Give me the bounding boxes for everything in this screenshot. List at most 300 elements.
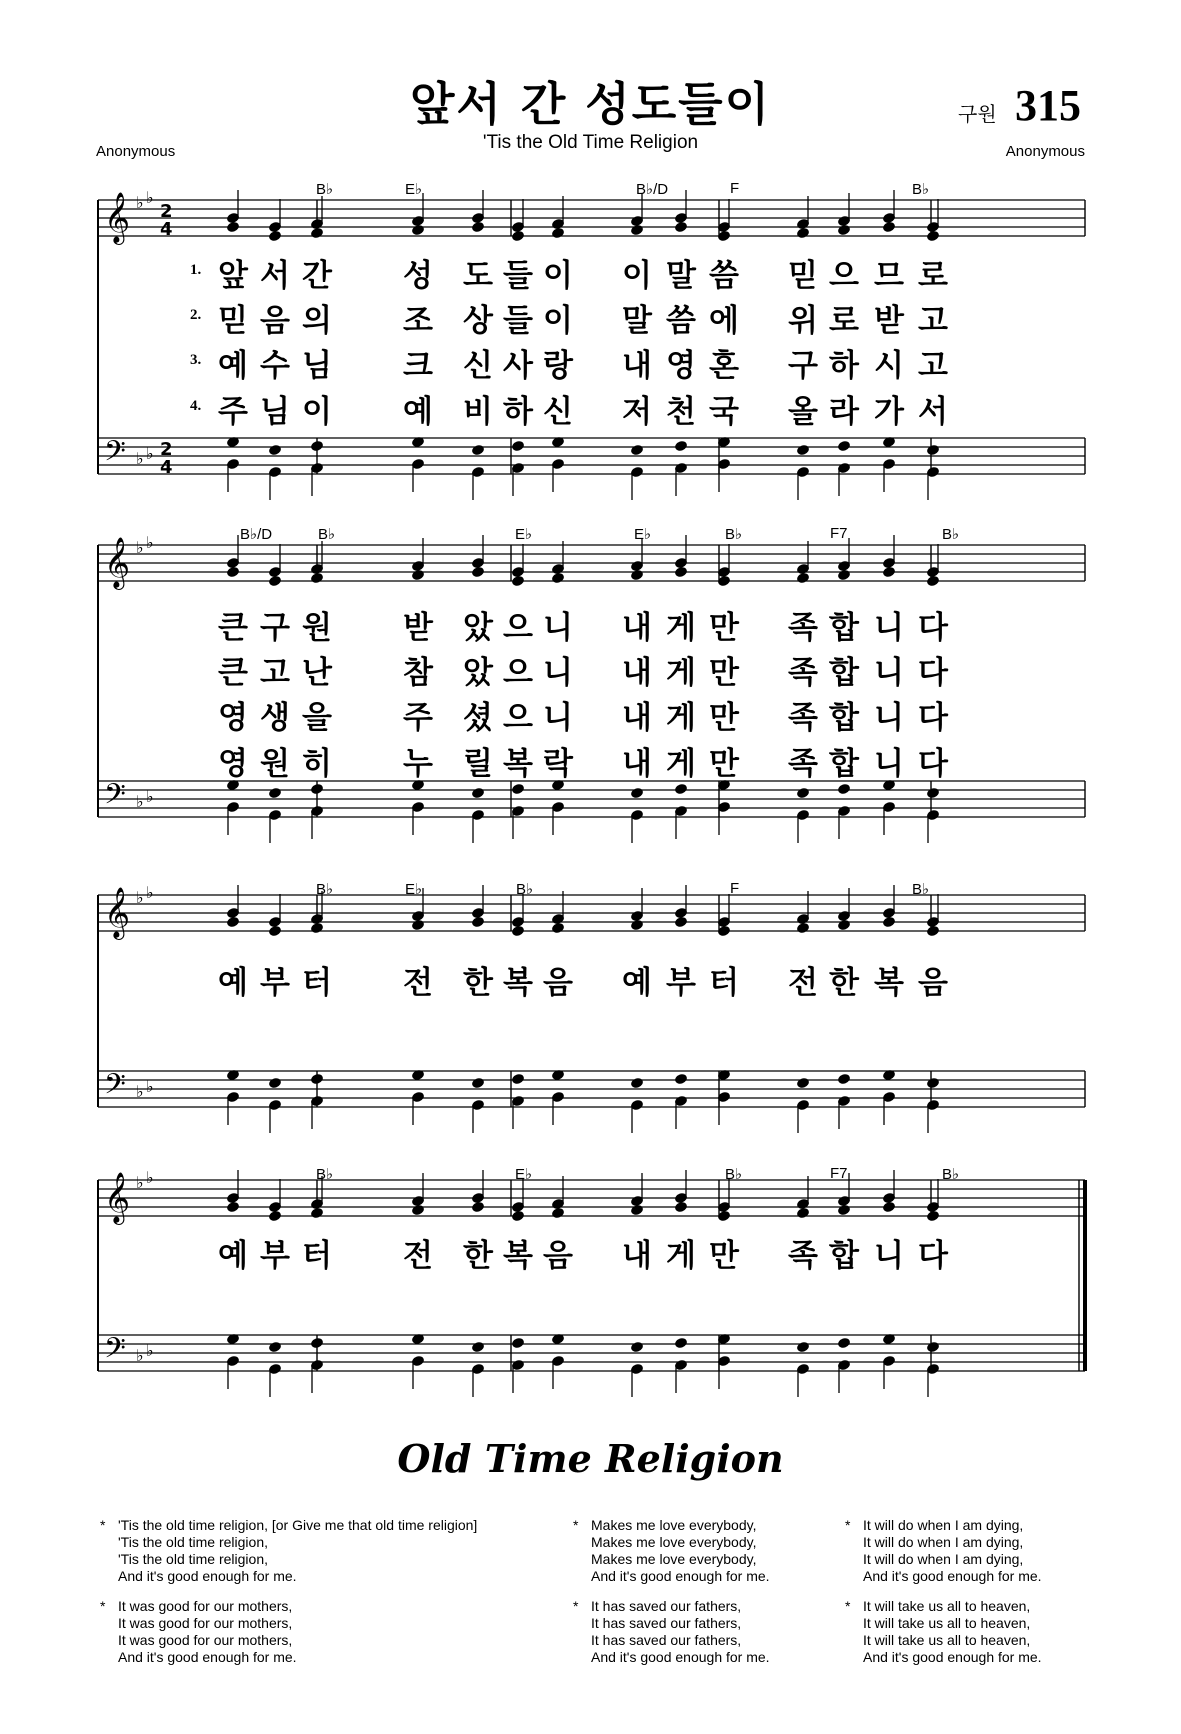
lyric-syllable: 내: [622, 700, 652, 736]
treble-clef-icon: 𝄞: [104, 887, 131, 938]
lyric-syllable: 큰: [218, 610, 248, 646]
stanza-line: Makes me love everybody,: [591, 1551, 757, 1567]
key-flat-icon: ♭: [146, 188, 154, 207]
stanza-line: And it's good enough for me.: [591, 1649, 770, 1665]
lyric-line: [0, 957, 1181, 1001]
treble-notehead: [310, 922, 324, 935]
lyric-syllable: 게: [666, 610, 696, 646]
lyric-syllable: 니: [874, 610, 904, 646]
stanza-line: And it's good enough for me.: [118, 1568, 297, 1584]
stanza-asterisk: *: [573, 1598, 579, 1614]
lyric-syllable: 음: [543, 965, 573, 1001]
bass-notehead: [268, 787, 282, 800]
lyric-syllable: 게: [666, 1238, 696, 1274]
lyric-syllable: 았: [463, 655, 493, 691]
key-flat-icon: ♭: [136, 1082, 144, 1101]
bass-notehead: [471, 787, 485, 800]
lyric-syllable: 천: [666, 394, 696, 430]
lyric-syllable: 으: [503, 655, 533, 691]
treble-clef-icon: 𝄞: [104, 537, 131, 588]
lyric-syllable: 부: [666, 965, 696, 1001]
stanza-line: It has saved our fathers,: [591, 1598, 742, 1614]
lyric-syllable: 게: [666, 655, 696, 691]
stanza-line: And it's good enough for me.: [863, 1649, 1042, 1665]
stanza-line: 'Tis the old time religion, [or Give me that old time religion]: [118, 1517, 478, 1533]
chord-symbol: B♭: [318, 526, 336, 543]
treble-notehead: [551, 227, 565, 240]
treble-notehead: [551, 1207, 565, 1220]
lyric-syllable: 수: [260, 348, 290, 384]
bass-notehead: [926, 1341, 940, 1354]
bass-notehead: [511, 1337, 525, 1350]
lyric-syllable: 예: [403, 394, 433, 430]
lyric-syllable: 음: [918, 965, 948, 1001]
lyric-syllable: 다: [918, 655, 948, 691]
lyric-syllable: 주: [218, 394, 248, 430]
bass-notehead: [310, 440, 324, 453]
lyric-syllable: 다: [918, 1238, 948, 1274]
treble-clef-icon: 𝄞: [104, 1172, 131, 1223]
lyric-syllable: 족: [788, 655, 818, 691]
lyric-syllable: 올: [788, 394, 818, 430]
bass-notehead: [926, 444, 940, 457]
lyric-syllable: 만: [709, 746, 739, 782]
bass-notehead: [837, 783, 851, 796]
lyric-syllable: 내: [622, 746, 652, 782]
chord-symbol: B♭: [912, 181, 930, 198]
english-hymn-title: Old Time Religion: [397, 1436, 784, 1481]
lyric-syllable: 이: [302, 394, 332, 430]
stanza-line: Makes me love everybody,: [591, 1517, 757, 1533]
bass-notehead: [310, 1073, 324, 1086]
key-flat-icon: ♭: [146, 1077, 154, 1096]
treble-notehead: [837, 919, 851, 932]
lyric-syllable: 합: [829, 610, 859, 646]
lyric-syllable: 히: [302, 746, 332, 782]
lyric-syllable: 하: [829, 348, 859, 384]
lyric-syllable: 영: [218, 700, 248, 736]
treble-notehead: [551, 572, 565, 585]
stanza-line: It was good for our mothers,: [118, 1632, 293, 1648]
verse-number: 2.: [190, 307, 202, 323]
stanza-asterisk: *: [845, 1517, 851, 1533]
lyric-syllable: 니: [874, 746, 904, 782]
lyric-syllable: 국: [709, 394, 739, 430]
lyric-syllable: 복: [503, 746, 533, 782]
lyric-syllable: 만: [709, 700, 739, 736]
lyric-syllable: 다: [918, 746, 948, 782]
lyric-syllable: 하: [503, 394, 533, 430]
treble-notehead: [310, 572, 324, 585]
lyric-syllable: 이: [543, 303, 573, 339]
lyric-syllable: 의: [302, 303, 332, 339]
lyric-syllable: 내: [622, 655, 652, 691]
bass-notehead: [837, 1337, 851, 1350]
treble-notehead: [268, 575, 282, 588]
lyric-syllable: 예: [218, 1238, 248, 1274]
lyric-line: [0, 340, 1181, 384]
stanza-line: It will do when I am dying,: [863, 1517, 1024, 1533]
chord-symbol: B♭: [316, 881, 334, 898]
lyric-syllable: 영: [666, 348, 696, 384]
lyric-syllable: 랑: [543, 348, 573, 384]
lyric-syllable: 을: [302, 700, 332, 736]
treble-notehead: [796, 572, 810, 585]
bass-notehead: [310, 1337, 324, 1350]
bass-notehead: [268, 1077, 282, 1090]
key-flat-icon: ♭: [136, 1346, 144, 1365]
treble-notehead: [882, 1201, 896, 1214]
stanza-line: 'Tis the old time religion,: [118, 1551, 268, 1567]
key-flat-icon: ♭: [146, 787, 154, 806]
lyric-syllable: 니: [874, 700, 904, 736]
english-stanza: [845, 1517, 1042, 1585]
treble-notehead: [926, 925, 940, 938]
lyric-syllable: 게: [666, 700, 696, 736]
treble-notehead: [674, 566, 688, 579]
treble-notehead: [511, 1210, 525, 1223]
lyric-syllable: 다: [918, 700, 948, 736]
lyric-syllable: 으: [829, 258, 859, 294]
chord-symbol: F: [730, 880, 740, 897]
treble-notehead: [630, 569, 644, 582]
lyric-syllable: 원: [302, 610, 332, 646]
lyric-syllable: 전: [403, 1238, 433, 1274]
lyric-syllable: 님: [302, 348, 332, 384]
treble-notehead: [926, 1210, 940, 1223]
key-flat-icon: ♭: [136, 449, 144, 468]
bass-notehead: [310, 783, 324, 796]
lyric-syllable: 님: [260, 394, 290, 430]
lyric-syllable: 구: [788, 348, 818, 384]
stanza-line: It will take us all to heaven,: [863, 1632, 1031, 1648]
bass-notehead: [511, 1073, 525, 1086]
lyric-syllable: 이: [543, 258, 573, 294]
lyric-syllable: 믿: [788, 258, 818, 294]
lyric-syllable: 비: [463, 394, 493, 430]
lyric-syllable: 신: [543, 394, 573, 430]
time-signature: 4: [160, 457, 173, 478]
treble-notehead: [926, 230, 940, 243]
chord-symbol: E♭: [405, 881, 423, 898]
lyric-syllable: 한: [463, 965, 493, 1001]
lyric-syllable: 니: [543, 700, 573, 736]
chord-symbol: B♭: [912, 881, 930, 898]
lyric-syllable: 말: [666, 258, 696, 294]
stanza-line: It was good for our mothers,: [118, 1598, 293, 1614]
treble-notehead: [674, 221, 688, 234]
stanza-line: It has saved our fathers,: [591, 1615, 742, 1631]
lyric-line: [0, 647, 1181, 691]
treble-notehead: [882, 916, 896, 929]
lyric-syllable: 받: [403, 610, 433, 646]
stanza-line: It was good for our mothers,: [118, 1615, 293, 1631]
treble-notehead: [471, 1201, 485, 1214]
treble-notehead: [226, 221, 240, 234]
lyric-syllable: 으: [503, 700, 533, 736]
bass-notehead: [268, 1341, 282, 1354]
lyric-syllable: 가: [874, 394, 904, 430]
lyric-syllable: 상: [463, 303, 493, 339]
bass-notehead: [268, 444, 282, 457]
lyric-syllable: 셨: [463, 700, 493, 736]
stanza-asterisk: *: [100, 1598, 106, 1614]
lyric-syllable: 족: [788, 1238, 818, 1274]
lyric-syllable: 으: [503, 610, 533, 646]
english-stanza: [100, 1517, 478, 1585]
verse-number: 3.: [190, 352, 202, 368]
lyric-syllable: 서: [918, 394, 948, 430]
lyric-syllable: 므: [874, 258, 904, 294]
lyric-syllable: 주: [403, 700, 433, 736]
time-signature: 2: [160, 201, 173, 222]
chord-symbol: B♭: [725, 1166, 743, 1183]
hymnbook-label: 구원: [958, 102, 997, 126]
stanza-line: And it's good enough for me.: [118, 1649, 297, 1665]
lyric-syllable: 신: [463, 348, 493, 384]
lyric-syllable: 큰: [218, 655, 248, 691]
bass-notehead: [674, 1337, 688, 1350]
lyric-syllable: 내: [622, 610, 652, 646]
lyric-syllable: 혼: [709, 348, 739, 384]
english-stanza: [845, 1598, 1042, 1666]
verse-number: 4.: [190, 398, 202, 414]
english-stanza: [100, 1598, 297, 1666]
bass-notehead: [471, 444, 485, 457]
treble-notehead: [630, 1204, 644, 1217]
chord-symbol: F7: [830, 525, 848, 542]
key-flat-icon: ♭: [146, 444, 154, 463]
stanza-line: 'Tis the old time religion,: [118, 1534, 268, 1550]
lyric-line: [0, 692, 1181, 736]
lyric-syllable: 서: [260, 258, 290, 294]
lyric-syllable: 예: [622, 965, 652, 1001]
bass-notehead: [837, 1073, 851, 1086]
lyric-syllable: 부: [260, 965, 290, 1001]
lyric-syllable: 내: [622, 348, 652, 384]
key-flat-icon: ♭: [136, 792, 144, 811]
lyric-syllable: 족: [788, 700, 818, 736]
hymn-number: 315: [1015, 81, 1081, 130]
treble-notehead: [837, 569, 851, 582]
lyric-syllable: 전: [403, 965, 433, 1001]
chord-symbol: B♭: [942, 526, 960, 543]
english-stanza: [573, 1598, 770, 1666]
lyric-syllable: 만: [709, 610, 739, 646]
lyric-syllable: 음: [260, 303, 290, 339]
lyric-line: [0, 1230, 1181, 1274]
lyric-syllable: 만: [709, 655, 739, 691]
chord-symbol: F7: [830, 1165, 848, 1182]
treble-notehead: [674, 916, 688, 929]
lyric-syllable: 합: [829, 655, 859, 691]
lyric-syllable: 니: [874, 655, 904, 691]
lyric-syllable: 음: [543, 1238, 573, 1274]
bass-notehead: [511, 440, 525, 453]
lyric-syllable: 합: [829, 1238, 859, 1274]
lyric-syllable: 터: [302, 965, 332, 1001]
lyric-syllable: 고: [260, 655, 290, 691]
key-flat-icon: ♭: [136, 193, 144, 212]
bass-notehead: [471, 1341, 485, 1354]
treble-notehead: [411, 919, 425, 932]
verse-number: 1.: [190, 262, 202, 278]
lyric-line: [0, 602, 1181, 646]
bass-notehead: [630, 787, 644, 800]
words-author: Anonymous: [96, 143, 176, 160]
bass-notehead: [674, 783, 688, 796]
stanza-line: It has saved our fathers,: [591, 1632, 742, 1648]
lyric-syllable: 도: [463, 258, 493, 294]
treble-notehead: [310, 227, 324, 240]
lyric-syllable: 한: [463, 1238, 493, 1274]
lyric-syllable: 고: [918, 348, 948, 384]
treble-notehead: [511, 925, 525, 938]
key-flat-icon: ♭: [136, 538, 144, 557]
chord-symbol: B♭: [725, 526, 743, 543]
music-author: Anonymous: [1005, 143, 1085, 160]
key-flat-icon: ♭: [146, 1341, 154, 1360]
lyric-syllable: 예: [218, 348, 248, 384]
chord-symbol: E♭: [405, 181, 423, 198]
lyric-syllable: 복: [503, 965, 533, 1001]
lyric-syllable: 들: [503, 303, 533, 339]
stanza-line: And it's good enough for me.: [591, 1568, 770, 1584]
lyric-syllable: 내: [622, 1238, 652, 1274]
bass-notehead: [926, 787, 940, 800]
key-flat-icon: ♭: [136, 1173, 144, 1192]
treble-notehead: [268, 1210, 282, 1223]
english-stanza: [573, 1517, 770, 1585]
lyric-syllable: 간: [302, 258, 332, 294]
treble-notehead: [926, 575, 940, 588]
lyric-syllable: 부: [260, 1238, 290, 1274]
lyric-line: [0, 738, 1181, 782]
lyric-syllable: 난: [302, 655, 332, 691]
treble-notehead: [226, 916, 240, 929]
lyric-syllable: 터: [302, 1238, 332, 1274]
lyric-syllable: 니: [874, 1238, 904, 1274]
bass-notehead: [674, 440, 688, 453]
english-subtitle: 'Tis the Old Time Religion: [482, 132, 699, 153]
page-title: 앞서 간 성도들이: [409, 77, 772, 131]
treble-notehead: [882, 221, 896, 234]
time-signature: 4: [160, 219, 173, 240]
stanza-line: Makes me love everybody,: [591, 1534, 757, 1550]
lyric-syllable: 복: [503, 1238, 533, 1274]
bass-notehead: [837, 440, 851, 453]
lyric-syllable: 말: [622, 303, 652, 339]
lyric-line: [0, 386, 1181, 430]
chord-symbol: F: [730, 180, 740, 197]
stanza-line: It will take us all to heaven,: [863, 1598, 1031, 1614]
treble-notehead: [511, 230, 525, 243]
chord-symbol: E♭: [515, 526, 533, 543]
lyric-syllable: 합: [829, 700, 859, 736]
lyric-syllable: 니: [543, 655, 573, 691]
bass-notehead: [926, 1077, 940, 1090]
stanza-line: And it's good enough for me.: [863, 1568, 1042, 1584]
lyric-syllable: 참: [403, 655, 433, 691]
lyric-syllable: 받: [874, 303, 904, 339]
stanza-line: It will do when I am dying,: [863, 1551, 1024, 1567]
time-signature: 2: [160, 439, 173, 460]
treble-notehead: [796, 1207, 810, 1220]
lyric-syllable: 로: [829, 303, 859, 339]
lyric-syllable: 위: [788, 303, 818, 339]
treble-notehead: [471, 916, 485, 929]
treble-notehead: [226, 1201, 240, 1214]
lyric-syllable: 족: [788, 610, 818, 646]
treble-notehead: [630, 224, 644, 237]
chord-symbol: B♭: [316, 1166, 334, 1183]
lyric-syllable: 았: [463, 610, 493, 646]
chord-symbol: B♭/D: [636, 181, 669, 198]
lyric-syllable: 라: [829, 394, 859, 430]
treble-notehead: [411, 569, 425, 582]
lyric-syllable: 게: [666, 746, 696, 782]
lyric-syllable: 조: [403, 303, 433, 339]
lyric-syllable: 만: [709, 1238, 739, 1274]
lyric-syllable: 원: [260, 746, 290, 782]
treble-notehead: [796, 922, 810, 935]
key-flat-icon: ♭: [146, 883, 154, 902]
treble-notehead: [411, 224, 425, 237]
lyric-syllable: 다: [918, 610, 948, 646]
lyric-syllable: 전: [788, 965, 818, 1001]
lyric-syllable: 크: [403, 348, 433, 384]
lyric-syllable: 앞: [218, 258, 248, 294]
lyric-syllable: 합: [829, 746, 859, 782]
lyric-syllable: 성: [403, 258, 433, 294]
lyric-syllable: 로: [918, 258, 948, 294]
bass-notehead: [511, 783, 525, 796]
lyric-syllable: 족: [788, 746, 818, 782]
key-flat-icon: ♭: [146, 533, 154, 552]
bass-notehead: [630, 1077, 644, 1090]
bass-notehead: [796, 1077, 810, 1090]
treble-notehead: [471, 221, 485, 234]
stanza-line: It will do when I am dying,: [863, 1534, 1024, 1550]
bass-clef-icon: 𝄢: [104, 1068, 126, 1108]
bass-notehead: [674, 1073, 688, 1086]
bass-notehead: [796, 787, 810, 800]
lyric-syllable: 예: [218, 965, 248, 1001]
lyric-syllable: 이: [622, 258, 652, 294]
lyric-syllable: 한: [829, 965, 859, 1001]
treble-notehead: [226, 566, 240, 579]
treble-notehead: [630, 919, 644, 932]
bass-notehead: [796, 444, 810, 457]
treble-notehead: [268, 230, 282, 243]
treble-notehead: [837, 224, 851, 237]
lyric-syllable: 에: [709, 303, 739, 339]
bass-notehead: [796, 1341, 810, 1354]
stanza-asterisk: *: [100, 1517, 106, 1533]
chord-symbol: E♭: [515, 1166, 533, 1183]
bass-clef-icon: 𝄢: [104, 435, 126, 475]
stanza-asterisk: *: [573, 1517, 579, 1533]
lyric-syllable: 터: [709, 965, 739, 1001]
lyric-syllable: 사: [503, 348, 533, 384]
lyric-syllable: 씀: [666, 303, 696, 339]
treble-notehead: [268, 925, 282, 938]
lyric-syllable: 시: [874, 348, 904, 384]
chord-symbol: B♭/D: [240, 526, 273, 543]
treble-notehead: [411, 1204, 425, 1217]
lyric-syllable: 영: [218, 746, 248, 782]
lyric-syllable: 고: [918, 303, 948, 339]
